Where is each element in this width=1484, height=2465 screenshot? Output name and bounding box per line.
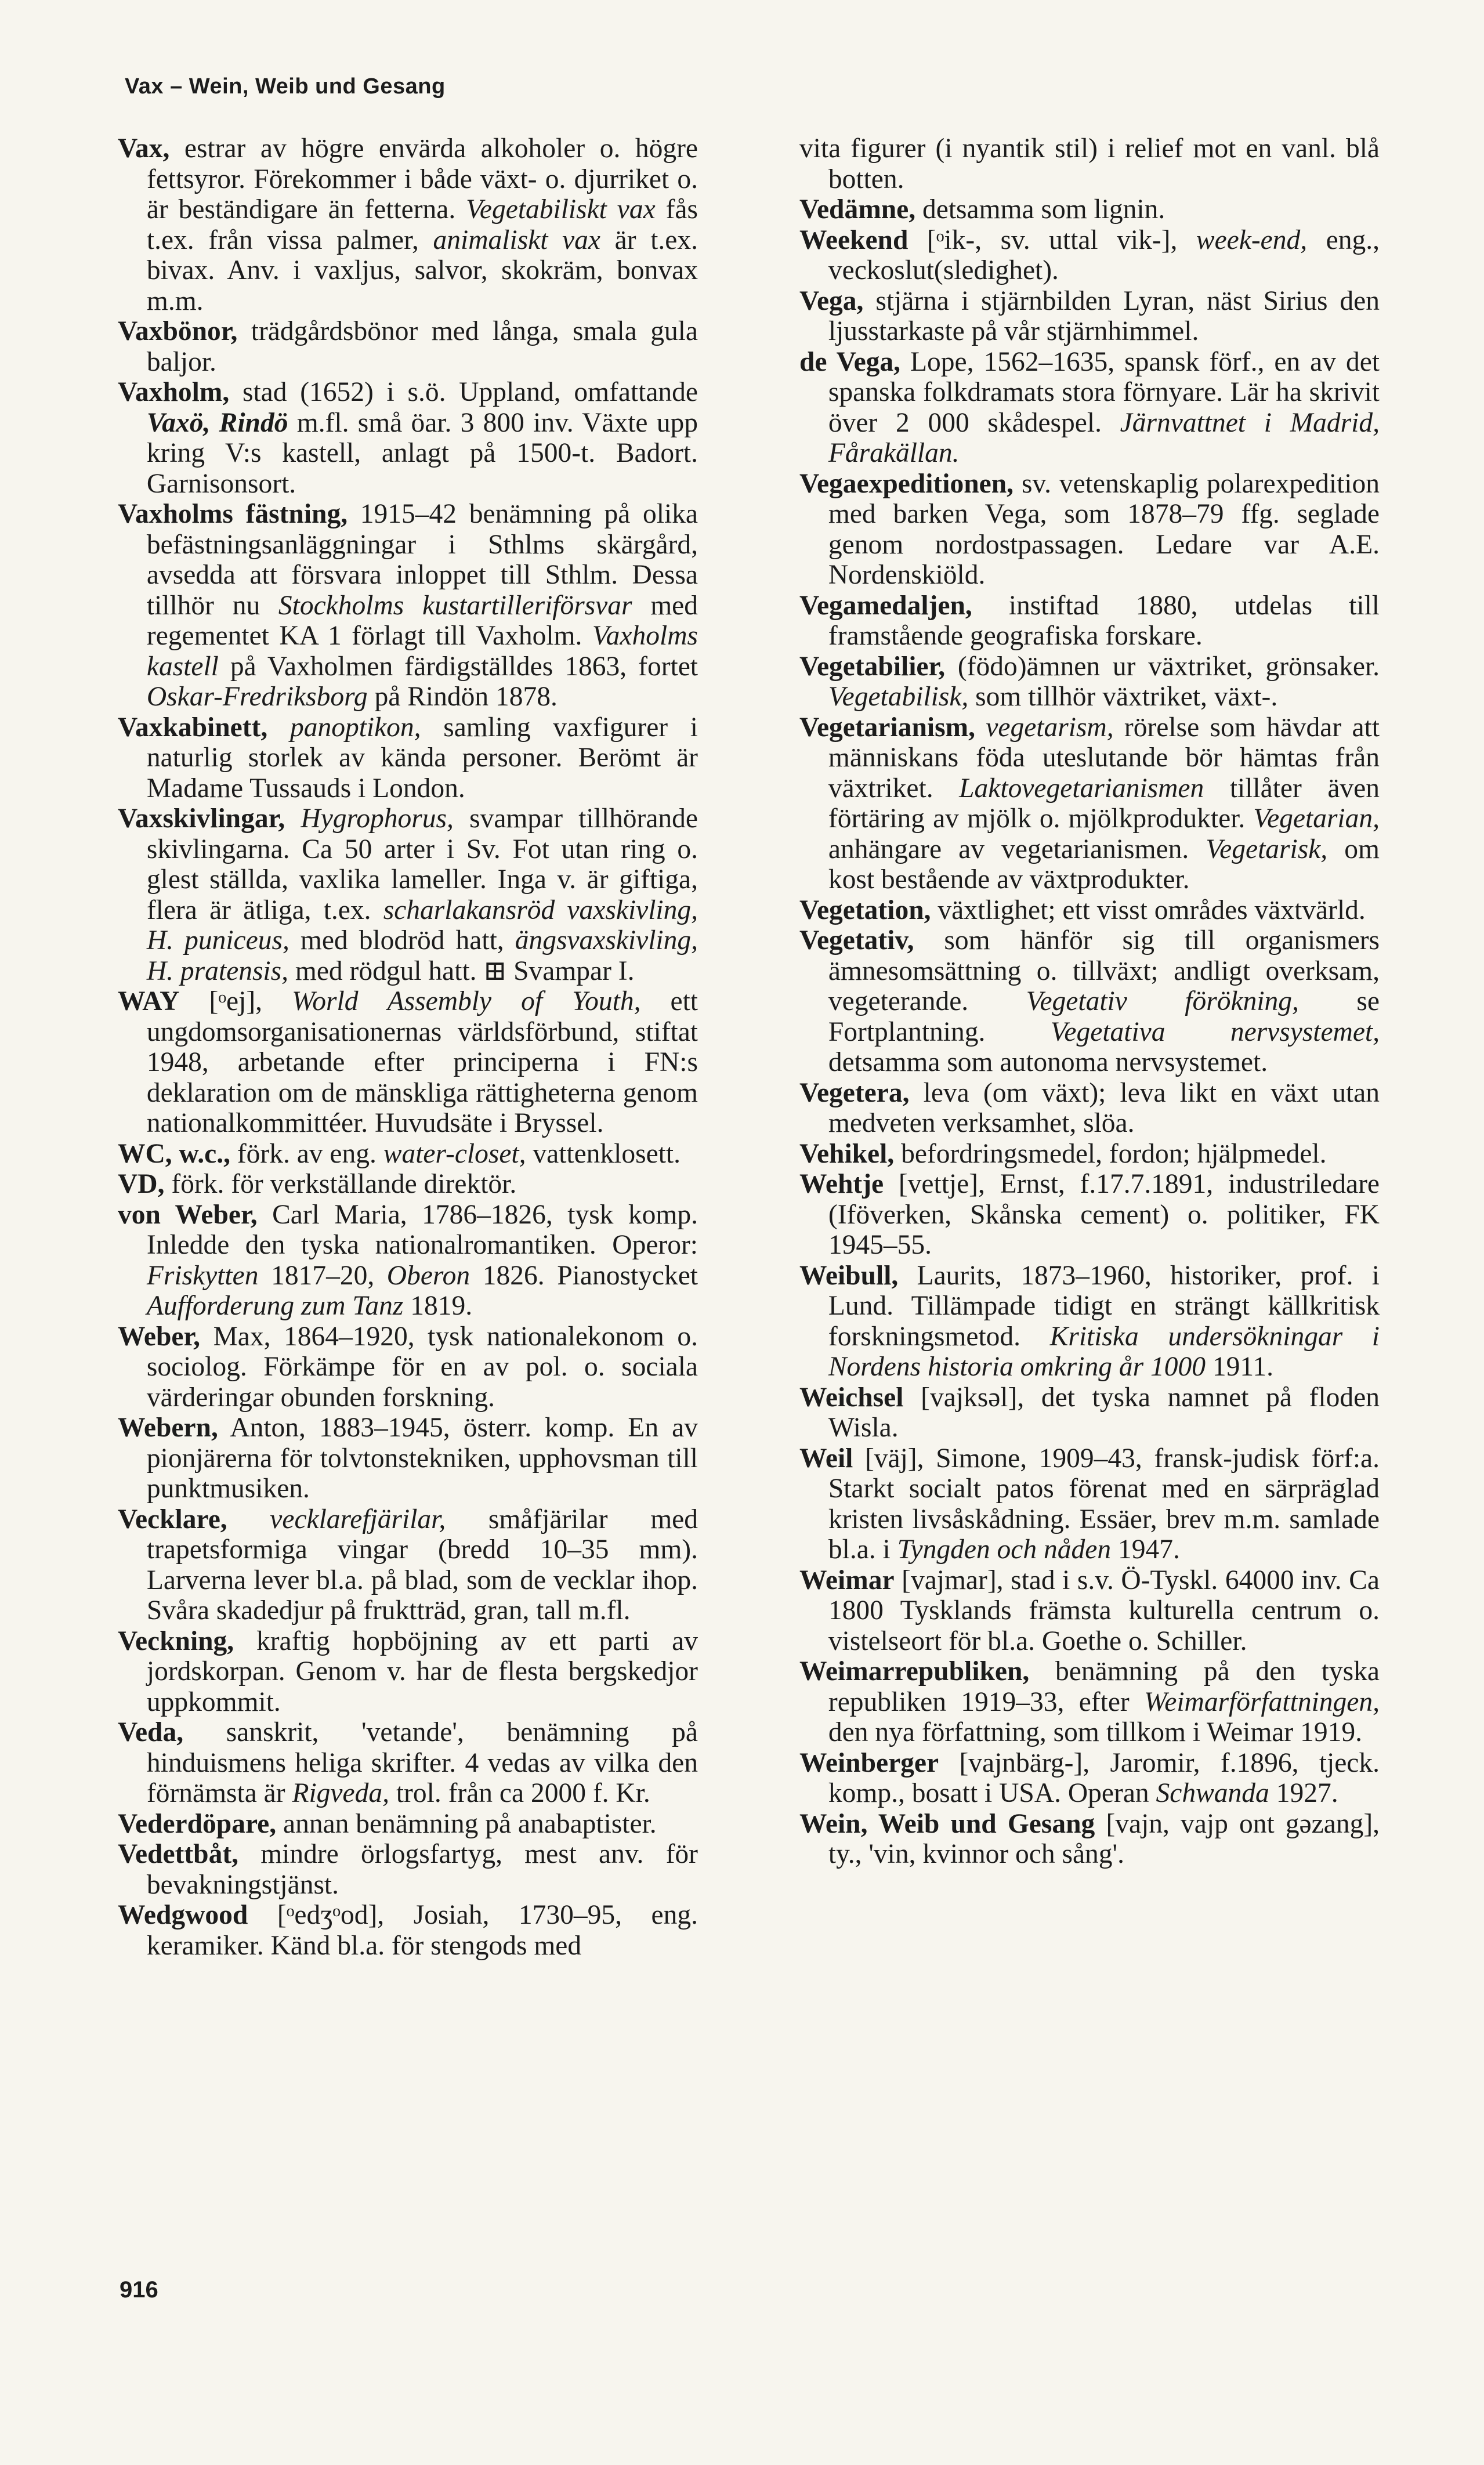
dictionary-entry (799, 225, 1380, 286)
entry-text: annan benämning på anabaptister. (276, 1808, 657, 1839)
entry-text: 1927. (1269, 1778, 1338, 1808)
entry-text: estrar av högre envärda alkoholer o. högre fettsyror. Förekommer i både växt- o. djurriket o. är beständigare än fetterna. (146, 133, 698, 225)
entry-headword: Vegetativ, (799, 925, 914, 955)
entry-text: kraftig hopböjning av ett parti av jordskorpan. Genom v. har de flesta bergskedjor uppkommit. (146, 1626, 698, 1717)
entry-text: Rigveda, (292, 1778, 389, 1808)
dictionary-entry (118, 1809, 698, 1840)
dictionary-entry (799, 1656, 1380, 1748)
entry-text: med regementet KA 1 förlagt till Vaxholm. (146, 590, 698, 651)
dictionary-entry (118, 1717, 698, 1809)
entry-text: Schwanda (1156, 1778, 1269, 1808)
dictionary-entry (118, 499, 698, 712)
entry-text: animaliskt vax (433, 225, 601, 255)
entry-text: om kost bestående av växtprodukter. (828, 834, 1380, 895)
entry-text: Vegetativ förökning, (1026, 986, 1299, 1016)
entry-text: [vajksəl], det tyska namnet på floden Wisla. (828, 1382, 1380, 1443)
entry-headword: Webern, (118, 1413, 218, 1443)
entry-headword: Vaxskivlingar, (118, 803, 285, 834)
entry-text: med rödgul hatt. ⊞ Svampar I. (288, 955, 635, 986)
entry-text: detsamma som lignin. (915, 194, 1166, 225)
entry-headword: Vega, (799, 285, 864, 316)
entry-headword: Vegaexpeditionen, (799, 468, 1014, 499)
entry-text: 1817–20, (258, 1260, 387, 1291)
entry-headword: Vecklare, (118, 1504, 227, 1534)
entry-text: Vegetabilisk, (828, 682, 969, 712)
entry-text: sanskrit, 'vetande', benämning på hinduismens heliga skrifter. 4 vedas av vilka den förnämsta är (146, 1717, 698, 1808)
entry-text: befordringsmedel, fordon; hjälpmedel. (894, 1138, 1327, 1169)
entry-headword: Vedettbåt, (118, 1839, 239, 1869)
entry-text: (födo)ämnen ur växtriket, grönsaker. (945, 651, 1380, 682)
entry-headword: Weekend (799, 225, 909, 255)
entry-text: svampar tillhörande skivlingarna. Ca 50 arter i Sv. Fot utan ring o. glest ställda, vaxlika lameller. Inga v. är giftiga, flera är ätliga, t.ex. (146, 803, 698, 925)
entry-text: [ᵒej], (179, 986, 292, 1016)
entry-text: är t.ex. bivax. Anv. i vaxljus, salvor, skokräm, bonvax m.m. (146, 225, 698, 316)
entry-headword: Weimarrepubliken, (799, 1656, 1030, 1686)
entry-text (227, 1504, 270, 1534)
entry-text: Järnvattnet i Madrid, Fårakällan. (828, 407, 1380, 468)
dictionary-entry (799, 1748, 1380, 1809)
entry-headword: Vedämne, (799, 194, 916, 225)
dictionary-entry (118, 1169, 698, 1200)
entry-headword: Vaxkabinett, (118, 712, 268, 743)
dictionary-entry (799, 347, 1380, 469)
entry-text: Max, 1864–1920, tysk nationalekonom o. sociolog. Förkämpe för en av pol. o. sociala värderingar obunden forskning. (146, 1321, 698, 1413)
entry-text (975, 712, 986, 743)
entry-text: anhängare av vegetarianismen. (828, 834, 1206, 864)
entry-text: på Vaxholmen färdigställdes 1863, fortet (218, 651, 698, 682)
entry-headword: von Weber, (118, 1199, 258, 1230)
entry-text: benämning på den tyska republiken 1919–33, efter (828, 1656, 1380, 1717)
entry-text: Vaxö, Rindö (146, 407, 288, 438)
entry-headword: WC, w.c., (118, 1138, 230, 1169)
entry-headword: Wein, Weib und Gesang (799, 1808, 1095, 1839)
entry-text: [vajmar], stad i s.v. Ö-Tyskl. 64000 inv. Ca 1800 Tysklands främsta kulturella centrum o. vistelseort för bl.a. Goethe o. Schiller. (828, 1565, 1380, 1656)
entry-text: stad (1652) i s.ö. Uppland, omfattande (229, 377, 698, 407)
dictionary-entry (118, 803, 698, 986)
entry-headword: Vaxholm, (118, 377, 230, 407)
dictionary-entry (118, 316, 698, 377)
entry-text: småfjärilar med trapetsformiga vingar (bredd 10–35 mm). Larverna lever bl.a. på blad, som de vecklar ihop. Svåra skadedjur på fruktträd, gran, tall m.fl. (146, 1504, 698, 1626)
entry-headword: Weimar (799, 1565, 895, 1595)
dictionary-entry (799, 1078, 1380, 1139)
entry-headword: Vegetarianism, (799, 712, 975, 743)
entry-text: som tillhör växtriket, växt-. (968, 682, 1278, 712)
entry-text: Laktovegetarianismen (959, 773, 1204, 803)
dictionary-entry (118, 377, 698, 499)
entry-text: Hygrophorus, (301, 803, 454, 834)
dictionary-entry (799, 1565, 1380, 1657)
entry-text: [vajnbärg-], Jaromir, f.1896, tjeck. komp., bosatt i USA. Operan (828, 1747, 1380, 1808)
dictionary-entry (799, 895, 1380, 926)
dictionary-entry (118, 1322, 698, 1413)
entry-text: rörelse som hävdar att människans föda uteslutande bör hämtas från växtriket. (828, 712, 1380, 803)
entry-text: m.fl. små öar. 3 800 inv. Växte upp kring V:s kastell, anlagt på 1500-t. Badort. Garnisonsort. (146, 407, 698, 499)
right-column (799, 133, 1380, 1870)
entry-text: 1947. (1111, 1534, 1180, 1565)
entry-headword: Weichsel (799, 1382, 904, 1413)
entry-text: mindre örlogsfartyg, mest anv. för bevakningstjänst. (146, 1839, 698, 1900)
entry-headword: Weil (799, 1443, 853, 1474)
entry-text: sv. vetenskaplig polarexpedition med barken Vega, som 1878–79 ffg. seglade genom nordostpassagen. Ledare var A.E. Nordenskiöld. (828, 468, 1380, 590)
entry-text: som hänför sig till organismers ämnesomsättning o. tillväxt; andligt overksam, vegeterande. (828, 925, 1380, 1016)
entry-text: leva (om växt); leva likt en växt utan medveten verksamhet, slöa. (828, 1077, 1380, 1138)
entry-text: med blodröd hatt, (289, 925, 515, 955)
entry-text: stjärna i stjärnbilden Lyran, näst Sirius den ljusstarkaste på vår stjärnhimmel. (828, 285, 1380, 346)
entry-text: Oberon (386, 1260, 470, 1291)
entry-text: Vegetarian, (1253, 803, 1380, 834)
entry-text: förk. för verkställande direktör. (164, 1169, 517, 1199)
entry-text: Carl Maria, 1786–1826, tysk komp. Inledde den tyska nationalromantiken. Operor: (146, 1199, 698, 1260)
entry-text: Kritiska undersökningar i Nordens historia omkring år 1000 (828, 1321, 1380, 1382)
entry-text: Vegetativa nervsystemet, (1050, 1016, 1380, 1047)
entry-headword: Vegetabilier, (799, 651, 946, 682)
dictionary-entry (799, 1139, 1380, 1170)
dictionary-entry (799, 1443, 1380, 1565)
entry-headword: de Vega, (799, 346, 901, 377)
entry-headword: Vegetation, (799, 895, 931, 925)
entry-text: instiftad 1880, utdelas till framstående geografiska forskare. (828, 590, 1380, 651)
dictionary-entry (118, 1839, 698, 1900)
entry-text: Friskytten (146, 1260, 259, 1291)
entry-headword: Vaxholms fästning, (118, 499, 348, 529)
entry-headword: Vegamedaljen, (799, 590, 972, 621)
entry-headword: Vax, (118, 133, 170, 164)
entry-text: 1826. Pianostycket (470, 1260, 698, 1291)
entry-headword: Weber, (118, 1321, 201, 1352)
entry-text: Vaxholms kastell (146, 621, 698, 682)
dictionary-entry (799, 1261, 1380, 1382)
entry-text: [ᵒedʒᵒod], Josiah, 1730–95, eng. keramiker. Känd bl.a. för stengods med (146, 1900, 698, 1961)
dictionary-entry (118, 1900, 698, 1961)
entry-text: samling vaxfigurer i naturlig storlek av kända personer. Berömt är Madame Tussauds i London. (146, 712, 698, 803)
dictionary-entry (799, 1169, 1380, 1261)
dictionary-entry (799, 194, 1380, 225)
entry-text: World Assembly of Youth, (292, 986, 641, 1016)
dictionary-entry (118, 1504, 698, 1626)
entry-headword: Weinberger (799, 1747, 939, 1778)
entry-text: vita figurer (i nyantik stil) i relief mot en vanl. blå botten. (799, 133, 1380, 194)
dictionary-entry (118, 1200, 698, 1322)
entry-text: water-closet, (383, 1138, 526, 1169)
entry-text: ängsvaxskivling, H. pratensis, (146, 925, 698, 986)
entry-text: fås t.ex. från vissa palmer, (146, 194, 698, 255)
entry-text: 1819. (403, 1291, 473, 1321)
dictionary-entry (799, 469, 1380, 591)
entry-text (267, 712, 290, 743)
entry-text: eng., veckoslut(sledighet). (828, 225, 1380, 285)
entry-headword: Vaxbönor, (118, 316, 238, 346)
dictionary-entry (799, 591, 1380, 651)
entry-text: [väj], Simone, 1909–43, fransk-judisk förf:a. Starkt socialt patos förenat med en särpräglad kristen livsåskådning. Essäer, brev m.m. samlade bl.a. i (828, 1443, 1380, 1565)
entry-text: [ᵒik-, sv. uttal vik-], (908, 225, 1196, 255)
entry-text: detsamma som autonoma nervsystemet. (828, 1047, 1268, 1077)
dictionary-entry (118, 712, 698, 804)
entry-text: 1911. (1205, 1352, 1273, 1382)
entry-headword: Vederdöpare, (118, 1808, 277, 1839)
entry-text: [vettje], Ernst, f.17.7.1891, industriledare (Iföverken, Skånska cement) o. politiker, FK 1945–55. (828, 1169, 1380, 1260)
entry-text: 1915–42 benämning på olika befästningsanläggningar i Sthlms skärgård, avsedda att försvara inloppet till Sthlm. Dessa tillhör nu (146, 499, 698, 621)
entry-headword: VD, (118, 1169, 165, 1199)
dictionary-entry (118, 1626, 698, 1718)
entry-text: förk. av eng. (230, 1138, 383, 1169)
dictionary-entry (118, 1139, 698, 1170)
entry-text: panoptikon, (289, 712, 421, 743)
dictionary-entry (799, 1382, 1380, 1443)
entry-text: vegetarism, (986, 712, 1114, 743)
entry-text: Laurits, 1873–1960, historiker, prof. i Lund. Tillämpade tidigt en strängt källkritisk forskningsmetod. (828, 1260, 1380, 1352)
entry-text: trädgårdsbönor med långa, smala gula baljor. (146, 316, 698, 377)
entry-text: se Fortplantning. (828, 986, 1380, 1047)
dictionary-entry (799, 712, 1380, 895)
entry-headword: Weibull, (799, 1260, 899, 1291)
dictionary-entry (799, 651, 1380, 712)
left-column (118, 133, 698, 1961)
entry-text: Vegetabiliskt vax (466, 194, 656, 225)
entry-text: week-end, (1196, 225, 1308, 255)
entry-text: Anton, 1883–1945, österr. komp. En av pionjärerna för tolvtonstekniken, upphovsman till punktmusiken. (146, 1413, 698, 1504)
page-number: 916 (120, 2277, 158, 2303)
dictionary-entry (799, 286, 1380, 347)
entry-text: Aufforderung zum Tanz (146, 1291, 404, 1321)
entry-text: växtlighet; ett visst områdes växtvärld. (931, 895, 1366, 925)
entry-text: trol. från ca 2000 f. Kr. (389, 1778, 650, 1808)
entry-text: Stockholms kustartilleriförsvar (278, 590, 632, 621)
dictionary-entry (799, 925, 1380, 1078)
entry-headword: Vehikel, (799, 1138, 895, 1169)
entry-text: Oskar-Fredriksborg (146, 682, 368, 712)
entry-headword: Veda, (118, 1717, 184, 1747)
dictionary-entry (118, 986, 698, 1139)
entry-text (285, 803, 301, 834)
entry-headword: Wehtje (799, 1169, 884, 1199)
entry-text: tillåter även förtäring av mjölk o. mjölkprodukter. (828, 773, 1380, 834)
entry-text: den nya författning, som tillkom i Weimar 1919. (828, 1717, 1362, 1747)
entry-text: på Rindön 1878. (367, 682, 558, 712)
running-head: Vax – Wein, Weib und Gesang (125, 74, 446, 99)
entry-headword: Veckning, (118, 1626, 234, 1656)
dictionary-entry (799, 1809, 1380, 1870)
entry-text: Tyngden och nåden (897, 1534, 1112, 1565)
entry-text: Weimarförfattningen, (1144, 1686, 1380, 1717)
dictionary-entry (118, 1413, 698, 1504)
entry-text: vattenklosett. (526, 1138, 681, 1169)
dictionary-entry (118, 133, 698, 316)
entry-headword: Vegetera, (799, 1077, 910, 1108)
entry-headword: Wedgwood (118, 1900, 248, 1930)
entry-text: scharlakansröd vaxskivling, H. puniceus, (146, 895, 698, 955)
entry-text: Lope, 1562–1635, spansk förf., en av det spanska folkdramats stora förnyare. Lär ha skrivit över 2 000 skådespel. (828, 346, 1380, 438)
entry-text: vecklarefjärilar, (270, 1504, 446, 1534)
entry-text: [vajn, vajp ont gəzang], ty., 'vin, kvinnor och sång'. (828, 1808, 1380, 1869)
entry-headword: WAY (118, 986, 180, 1016)
entry-text: ett ungdomsorganisationernas världsförbund, stiftat 1948, arbetande efter principerna i FN:s deklaration om de mänskliga rättigheterna genom nationalkommittéer. Huvudsäte i Bryssel. (146, 986, 698, 1138)
entry-text: Vegetarisk, (1206, 834, 1328, 864)
dictionary-entry (799, 133, 1380, 194)
